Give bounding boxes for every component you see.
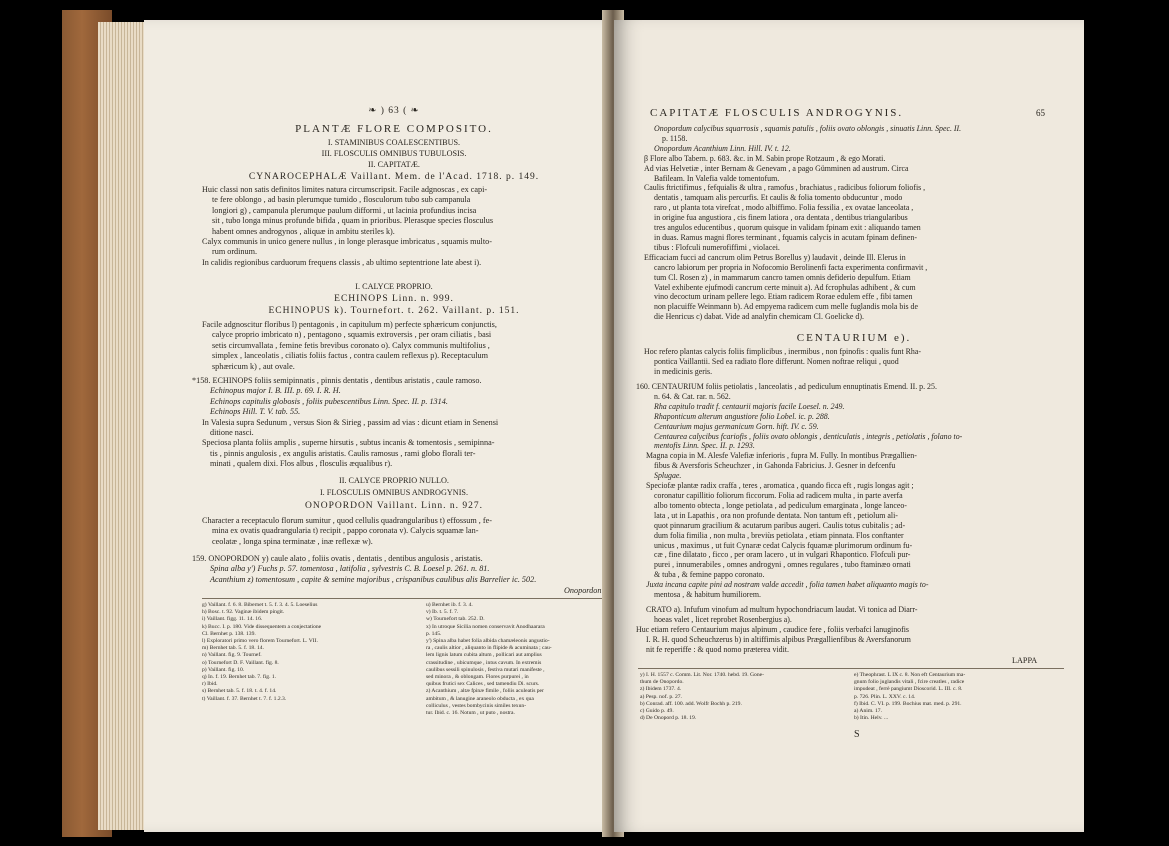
footnotes-right-column: u) Bernhet ib. f. 3. 4. v) Ib. t. 5. f. 7. w) Tournefort tab. 252. D. x) In utroque Sicilia nomen conservavit Anodhaarara p. 145. y') Spina alba habet folia albida chamæleonis angustio- ra , caulis altior , aliquanto in flipide & acuminata ; cau- lem lignis latum cubita altum , pollicari aut amplius crassitudine , ubicumque , intus cavum. In extremis caulibus sessili spinulosis , festiva mutari manifeste , sed minora , & oblongam. Flores purpurei , in quibus frutici sex Calices , sed tamendiu Di. scurs. z) Acanthium , altæ fpinæ fimile , foliis aculeatis per ambitum , & lanugine araneolo obducta , ex qua colliculus , vestes bombycinis similes texun- tur. Ibid. c. 16. Notum , ut puto , nostra.	[426, 602, 552, 717]
class-heading-3: II. CAPITATÆ.	[368, 160, 420, 169]
right-footnotes-right: e) Theophrast. L IX c. 8. Non eft Centaurium ma- gnum folio juglandis vitali , fcire creatles , radice impudeat , ferrè pangiumt Dioscorid. L. III. c. 8. p. 726. Plin. L. XXV. c. 14. f) Ibid. C. VI. p. 199. Bochius mat. med. p. 291. a) Anim. 17. b) Itin. Helv. ...	[854, 672, 966, 722]
page-edges	[98, 22, 146, 830]
genus-synonym: ECHINOPUS k). Tournefort. t. 262. Vaillant. p. 151.	[268, 306, 520, 316]
subsection-heading: I. CALYCE PROPRIO.	[355, 282, 433, 291]
book	[62, 10, 1086, 837]
right-page	[614, 20, 1084, 832]
left-running-head: ❧ ) 63 ( ❧	[368, 106, 420, 116]
species-entry-160: 160. CENTAURIUM foliis petiolatis , lanceolatis , ad pediculum ennuptinatis Emend. II. p. 25. n. 64. & Cat. rar. n. 562. Rha capitulo tradit f. centaurii majoris facile Loesel. n. 249. Rhaponticum alterum angustiore folio Lobel. ic. p. 288. Centaurium majus germanicum Gorn. hift. IV. c. 59. Centaurea calycibus fcariofis , foliis ovato oblongis , denticulatis , integris , petiolatis , folano to- mentofis Linn. Spec. II. p. 1293. Magna copia in M. Alesfe Valefiæ inferioris , fupra M. Fully. In montibus Prægallien- fibus & Aversforis Scheuchzer , in Gahonda Fabricius. J. Gesner in defcenfu Splugae. Speciofæ plantæ radix craffa , teres , aromatica , quando ficca eft , rugis longas agit ; coronatur capillitio foliorum ficcorum. Folia ad radicem multa , in parte averfa albo tomento obtecta , longe petiolata , ad pediculum emarginata , longe lanceo- lata , ut in Lapathis , ora non profunde dentata. Non tantum eft , petiolum ali- quot pinnarum gracilium & acutarum paribus augeri. Caulis totus cubitalis ; ad- dum folia fimilia , non multa , breviùs petiolata , etiam pinnata. Flos conftanter unicus , maximus , ut fuit Cynaræ cedat Calycis fquamæ plurimorum ordinum fu- cæ , fine dilatato , ficco , per oram lacero , ut in vulgari Rhapontico. Flofculi pur- purei , innumerabiles , omnes androgyni , omnes regulares , tubo ftaminæo ornati & tuba , & femine pappo coronato. Juxta incana capite pini ad nostram valde accedit , folia tamen habet aliquanto magis to- mentosa , & habitum humiliorem.	[636, 382, 963, 600]
onopordon-character: Character a receptaculo florum sumitur , quod cellulis quadrangularibus t) effossum , fe- mina ex ovatis quadrangularia t) recipit , pappo coronata v). Calycis squamæ lan- ceolatæ , longa spina terminatæ , inæ reflexæ w).	[202, 516, 492, 546]
section-title: PLANTÆ FLORE COMPOSITO.	[295, 123, 493, 135]
footnotes-left-column: g) Vaillant. f. 6. 8. Bibernet t. 5. f. 3. 4. 5. Loeselius h) Bosc. t. 92. Vaginæ ibidem pingit. i) Vaillant. figg. 11. 14. 16. k) Bucc. I. p. 180. Vide dissequentem a conjectatione Cl. Bernhet p. 138. 139. l) Exploratori primo vero florem Tournefort. L. VII. m) Bernhet tab. 5. f. 18. 14. n) Vaillant. fig. 9. Tournef. o) Tournefort D. F. Vaillant. fig. 8. p) Vaillant. fig. 10. q) In. f. 19. Bernhet tab. 7. fig. 1. r) Ibid. s) Bernhet tab. 5. f. 18. t. 4. f. 14. t) Vaillant. f. 37. Bernhet t. 7. f. 1.2.3.	[202, 602, 322, 702]
genus-description: Facile adgnoscitur floribus l) pentagonis , in capitulum m) perfecte sphæricum conjunctis, calyce proprio imbricato n) , pentagono , squamis extroversis , per oram ciliatis , basi setis circumvallata , femine fetis brevibus coronato o). Calyx communis multifolius , simplex , lanceolatis , ciliatis foliis factus , contra caulem reflexus p). Receptaculum sphæricum k) , aut ovale.	[202, 320, 497, 371]
genus-heading-onopordon: ONOPORDON Vaillant. Linn. n. 927.	[305, 501, 483, 511]
class-heading-4: CYNAROCEPHALÆ Vaillant. Mem. de l'Acad. 1718. p. 149.	[248, 172, 540, 182]
left-page	[144, 20, 662, 832]
page-number: 65	[1036, 108, 1045, 118]
centaurium-heading: CENTAURIUM e).	[796, 332, 912, 344]
intro-paragraph: Huic classi non satis definitos limites natura circumscripsit. Facile adgnoscas , ex capi- te fere oblongo , ad basin plerumque tumido , flosculorum tubo sub campanula longiori g) , campanula plerumque paulum difformi , ut lacinia profundius incisa sit , tubo longa minus profunde bifida , quam in prioribus. Plerasque species flosculus habent omnes androgynos , aliquæ in ambitu steriles k). Calyx communis in unico genere nullus , in longe plerasque imbricatus , squamis multo- rum ordinum. In calidis regionibus carduorum frequens classis , ab ultimo septentrione late abest i).	[202, 185, 494, 267]
footnote-rule	[202, 598, 642, 599]
centaurium-intro: Hoc refero plantas calycis foliis fimplicibus , inermibus , non fpinofis : qualis funt Rha- pontica Vaillantii. Sed ea radiato flore differunt. Nomen noftrae reliqui , quod in medicinis geris.	[644, 347, 921, 376]
class-heading-1: I. STAMINIBUS COALESCENTIBUS.	[327, 138, 461, 147]
right-footnotes-left: y) I. H. 1557 c. Comm. Lit. Nor. 1740. hebd. 19. Gone- thum de Onopordo. z) Ibidem 1737. 4. a) Pesp. nof. p. 27. b) Conrad. aff. 100. add. Wolfr Bochh p. 219. c) Guido p. 49. d) De Onopord p. 18. 19.	[640, 672, 764, 722]
species-entry-159: 159. ONOPORDON y) caule alato , foliis ovatis , dentatis , dentibus angulosis , aristatis. Spina alba y') Fuchs p. 57. tomentosa , latifolia , sylvestris C. B. Loesel p. 261. n. 81. Acanthium z) tomentosum , capite & semine majoribus , crispanibus caulibus alis Barrelier ic. 502.	[192, 554, 537, 584]
right-footnote-rule	[638, 668, 1064, 669]
right-catchword: LAPPA	[1012, 656, 1038, 665]
catchword: Onopordon	[564, 586, 602, 595]
species-entry-158: *158. ECHINOPS foliis semipinnatis , pinnis dentatis , dentibus aristatis , caule ramoso. Echinopus major I. B. III. p. 69. I. R. H. Echinops capitulis globosis , foliis pubescentibus Linn. Spec. II. p. 1314. Echinops Hill. T. V. tab. 55. In Valesia supra Sedunum , versus Sion & Sirieg , passim ad vias : dicunt etiam in Senensi ditione nasci. Speciosa planta foliis amplis , superne hirsutis , subtus incanis & tomentosis , semipinna- tis , pinnis angulosis , ex angulis aristatis. Caulis ramosus , rami globo florali ter- minati , qualem dixi. Flos albus , flosculis æqualibus r).	[192, 376, 499, 469]
subsection-heading-2: II. CALYCE PROPRIO NULLO.	[339, 476, 449, 485]
crato-paragraph: CRATO a). Infufum vinofum ad multum hypochondriacum laudat. Vi tonica ad Diarr- hoeas valet , licet reprobet Rosenbergius a). Huc etiam refero Centaurium majus alpinum , caudice fere , foliis verbafci lanuginofis I. R. H. quod Scheuchzerus b) in altiffimis alpibus Prægallienfibus & Aversfanorum nit fe reperiffe : & quod nomo præterea vidit.	[636, 605, 918, 654]
subsection-heading-3: I. FLOSCULIS OMNIBUS ANDROGYNIS.	[319, 488, 469, 497]
onopordon-continuation: Onopordum calycibus squarrosis , squamis patulis , foliis ovato oblongis , sinuatis Linn. Spec. II. p. 1158. Onopordum Acanthium Linn. Hill. IV. t. 12. β Flore albo Tabern. p. 683. &c. in M. Sabin prope Rotzaum , & ego Morati. Ad vias Helvetiæ , inter Bernam & Genevam , a pago Gümminen ad austrum. Circa Bafileam. In Valefia valde tomentofum. Caulis ftrictifimus , fefquialis & ultra , ramofus , brachiatus , radicibus foliorum foliofis , dentatis , tamquam alis percurfis. Et caulis & folia tomento obducuntur , modo raro , ut planta tota virefcat , modo albiffimo. Folia fessilia , ex ovatae lanceolata , in origine fua angustiora , cis finem latiora , ora dentata , dentibus triangularibus tres angulos educentibus , quorum quisque in validam fpinam exit : aliquando tamen in duas. Ramus magni flores terminant , fquamis calycis in acutam fpinam definen- tibus : Flofculi numerofiffimi , violacei. Efficaciam fucci ad cancrum olim Petrus Borellus y) laudavit , deinde Ill. Elerus in cancro labiorum per propria in Nofocomio Berolinenfi facta experimenta confirmavit , tum Cl. Rosen z) , in mammarum cancro tamen omnis defiderio depulfum. Etiam Vatel exhibente ejufmodi cancrum certe minuit a). Ad fcrophulas adhibent , & cum vino decoctum urinam pellere lego. Etiam radicem Rorae edulem effe , fibi tamen non placuiffe Weinmann b). Ad empyema radicem cum melle fuglandis mola bis de die Henricus c) dabat. Vide ad analyfin chemicam Cl. Goelicke d).	[644, 124, 962, 322]
signature-mark: S	[854, 729, 860, 740]
right-running-head: CAPITATÆ FLOSCULIS ANDROGYNIS.	[650, 107, 904, 119]
genus-heading: ECHINOPS Linn. n. 999.	[334, 294, 454, 304]
class-heading-2: III. FLOSCULIS OMNIBUS TUBULOSIS.	[321, 149, 467, 158]
